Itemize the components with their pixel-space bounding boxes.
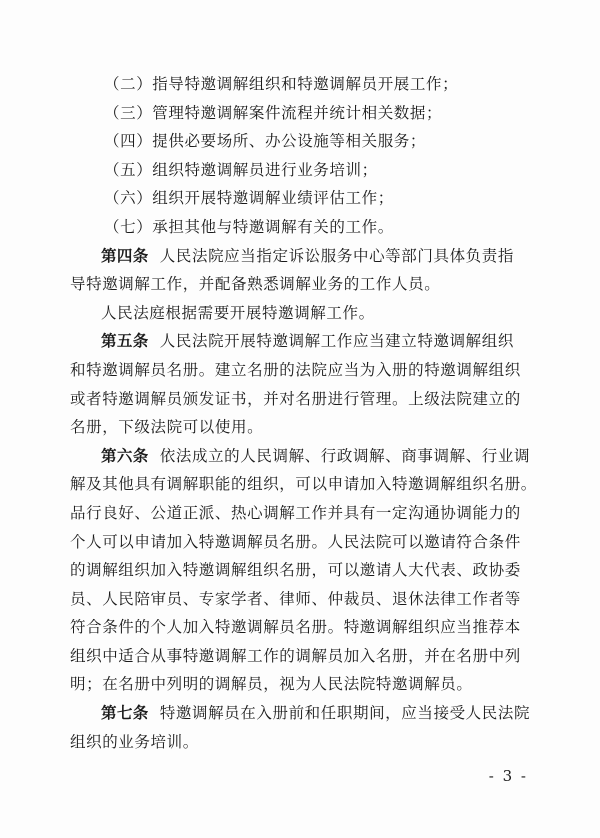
article-5-line-4: 名册，下级法院可以使用。 — [70, 418, 264, 437]
article-4-text-1: 人民法院应当指定诉讼服务中心等部门具体负责指 — [159, 246, 514, 265]
list-item-4: （四）提供必要场所、办公设施等相关服务； — [104, 132, 427, 151]
article-6-line-5: 的调解组织加入特邀调解组织名册，可以邀请人大代表、政协委 — [70, 561, 521, 580]
article-5-line-1 — [101, 327, 521, 356]
article-5-line-2: 和特邀调解员名册。建立名册的法院应当为入册的特邀调解组织 — [70, 360, 521, 379]
list-item-7: （七）承担其他与特邀调解有关的工作。 — [104, 217, 394, 236]
article-6-heading: 第六条 — [101, 445, 149, 465]
article-5-heading: 第五条 — [101, 331, 149, 351]
article-5-text-1: 人民法院开展特邀调解工作应当建立特邀调解组织 — [159, 332, 514, 351]
article-7-text-1: 特邀调解员在入册前和任职期间，应当接受人民法院 — [159, 704, 531, 723]
article-4-line-2: 导特邀调解工作，并配备熟悉调解业务的工作人员。 — [70, 275, 441, 294]
article-7-line-2: 组织的业务培训。 — [70, 732, 199, 751]
article-5-line-3: 或者特邀调解员颁发证书，并对名册进行管理。上级法院建立的 — [70, 389, 521, 408]
article-4-line-1 — [101, 242, 521, 271]
list-item-3: （三）管理特邀调解案件流程并统计相关数据； — [104, 103, 443, 122]
article-6-line-3: 品行良好、公道正派、热心调解工作并具有一定沟通协调能力的 — [70, 503, 521, 522]
list-item-2: （二）指导特邀调解组织和特邀调解员开展工作； — [104, 75, 459, 93]
article-7-heading: 第七条 — [101, 703, 149, 723]
article-7-line-1 — [101, 699, 531, 728]
article-6-line-6: 员、人民陪审员、专家学者、律师、仲裁员、退休法律工作者等 — [70, 589, 521, 608]
list-item-6: （六）组织开展特邀调解业绩评估工作； — [104, 189, 394, 208]
article-6-text-1: 依法成立的人民调解、行政调解、商事调解、行业调 — [159, 446, 531, 465]
document-body — [70, 70, 537, 756]
page-number: - 3 - — [488, 767, 528, 785]
article-4-heading: 第四条 — [101, 245, 149, 265]
list-item-5: （五）组织特邀调解员进行业务培训； — [104, 160, 378, 179]
article-4-paragraph-2: 人民法庭根据需要开展特邀调解工作。 — [101, 303, 375, 322]
article-6-line-2: 解及其他具有调解职能的组织，可以申请加入特邀调解组织名册。 — [70, 475, 537, 494]
article-6-line-4: 个人可以申请加入特邀调解员名册。人民法院可以邀请符合条件 — [70, 532, 521, 551]
article-6-line-8: 组织中适合从事特邀调解工作的调解员加入名册，并在名册中列 — [70, 646, 521, 665]
article-6-line-9: 明；在名册中列明的调解员，视为人民法院特邀调解员。 — [70, 675, 473, 694]
article-6-line-1 — [101, 442, 531, 471]
article-6-line-7: 符合条件的个人加入特邀调解员名册。特邀调解组织应当推荐本 — [70, 618, 521, 637]
